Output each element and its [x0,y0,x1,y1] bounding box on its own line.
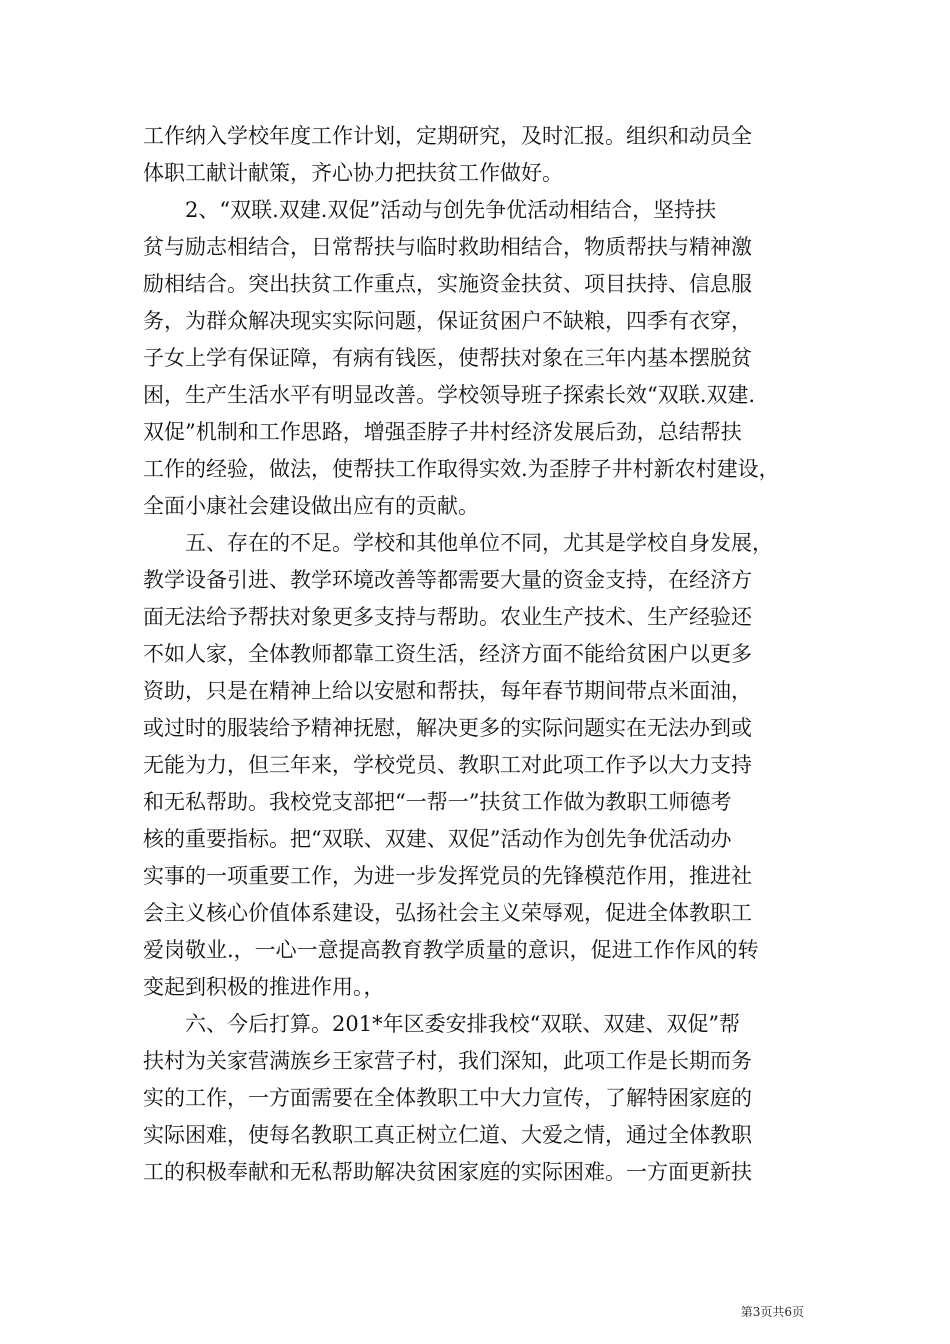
text-line: 六、今后打算。201*年区委安排我校“双联、双建、双促”帮 [143,1012,741,1036]
text-line: 工的积极奉献和无私帮助解决贫困家庭的实际困难。一方面更新扶 [143,1160,752,1184]
text-line: 双促”机制和工作思路，增强歪脖子井村经济发展后劲，总结帮扶 [143,420,742,444]
text-line: 贫与励志相结合，日常帮扶与临时救助相结合，物质帮扶与精神激 [143,235,752,259]
text-line: 面无法给予帮扶对象更多支持与帮助。农业生产技术、生产经验还 [143,605,752,629]
text-line: 会主义核心价值体系建设，弘扬社会主义荣辱观，促进全体教职工 [143,901,752,925]
text-line: 子女上学有保证障，有病有钱医，使帮扶对象在三年内基本摆脱贫 [143,346,752,370]
text-line: 工作纳入学校年度工作计划，定期研究，及时汇报。组织和动员全 [143,124,752,148]
text-line: 实际困难，使每名教职工真正树立仁道、大爱之情，通过全体教职 [143,1123,752,1147]
text-line: 不如人家，全体教师都靠工资生活，经济方面不能给贫困户以更多 [143,642,752,666]
text-line: 2、“双联.双建.双促”活动与创先争优活动相结合，坚持扶 [143,198,717,222]
text-line: 或过时的服装给予精神抚慰，解决更多的实际问题实在无法办到或 [143,716,752,740]
text-line: 核的重要指标。把“双联、双建、双促”活动作为创先争优活动办 [143,827,732,851]
text-line: 五、存在的不足。学校和其他单位不同，尤其是学校自身发展， [143,531,773,555]
text-line: 工作的经验，做法，使帮扶工作取得实效.为歪脖子井村新农村建设， [143,457,780,481]
text-line: 爱岗敬业.，一心一意提高教育教学质量的意识，促进工作作风的转 [143,938,759,962]
text-line: 困，生产生活水平有明显改善。学校领导班子探索长效“双联.双建. [143,383,756,407]
text-line: 全面小康社会建设做出应有的贡献。 [143,494,479,518]
text-line: 务，为群众解决现实实际问题，保证贫困户不缺粮，四季有衣穿， [143,309,752,333]
document-body [143,118,811,1191]
text-line: 变起到积极的推进作用。， [143,975,385,999]
text-line: 教学设备引进、教学环境改善等都需要大量的资金支持，在经济方 [143,568,752,592]
text-line: 无能为力，但三年来，学校党员、教职工对此项工作予以大力支持 [143,753,752,777]
text-line: 实的工作，一方面需要在全体教职工中大力宣传，了解特困家庭的 [143,1086,752,1110]
text-line: 实事的一项重要工作，为进一步发挥党员的先锋模范作用，推进社 [143,864,752,888]
text-line: 资助，只是在精神上给以安慰和帮扶，每年春节期间带点米面油， [143,679,752,703]
page-number: 第3页共6页 [740,1305,804,1319]
text-line: 体职工献计献策，齐心协力把扶贫工作做好。 [143,161,563,185]
text-line: 和无私帮助。我校党支部把“一帮一”扶贫工作做为教职工师德考 [143,790,732,814]
text-line: 励相结合。突出扶贫工作重点，实施资金扶贫、项目扶持、信息服 [143,272,752,296]
text-line: 扶村为关家营满族乡王家营子村，我们深知，此项工作是长期而务 [143,1049,752,1073]
